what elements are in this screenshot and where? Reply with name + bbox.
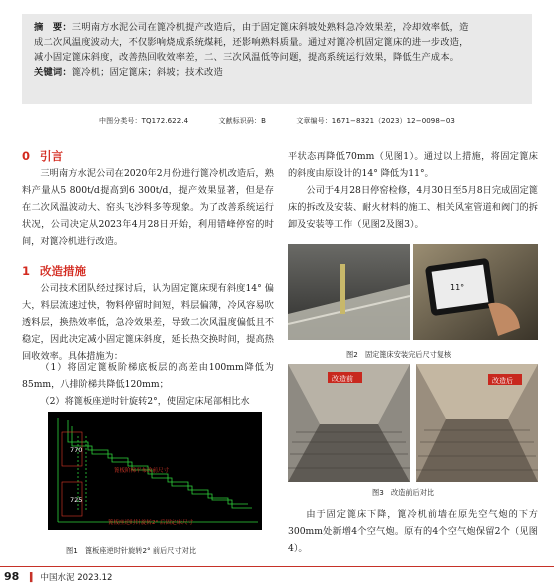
fig2-phone-reading: 11° [450,283,465,292]
journal-issue: 2023.12 [77,573,113,583]
fig1-cad-svg [48,412,262,530]
abstract-label: 摘 要： [34,22,72,33]
right-paragraph-3: 由于固定篦床下降，篦冷机前墙在原先空气炮的下方300mm处新增4个空气炮。原有的4个空气炮保留2个（见图4）。 [288,509,538,554]
clc-number: 中图分类号：TQ172.622.4 [99,117,189,125]
fig1-dim-bottom: 725 [70,496,83,504]
fig3-photo-svg [288,364,538,482]
document-code: 文献标识码：B [218,117,266,125]
fig1-label-bottom: 篦板座逆时针旋转2° 后固定床尺寸 [108,520,193,526]
abstract-box [22,14,532,104]
footer-rule [0,566,554,567]
fig1-dim-top: 770 [70,446,83,454]
figure-1-caption: 图1 篦板座逆时针旋转2° 前后尺寸对比 [66,546,197,555]
article-number: 文章编号：1671−8321（2023）12−0098−03 [296,117,455,125]
keywords-label: 关键词： [34,67,72,78]
figure-3-caption: 图3 改造前后对比 [372,488,435,497]
measures-paragraph-1: 公司技术团队经过探讨后，认为固定篦床现有斜度14° 偏大，料层流速过快，物料停留时间短，料层偏薄，冷风容易吹透料层，换热效率低，急冷效果差，导致二次风温度偏低且不稳定，因此决定减小固定篦床斜度，延长热交换时间，提高热回收效率。具体措施为： [22,283,274,362]
intro-paragraph: 三明南方水泥公司在2020年2月份进行篦冷机改造后，熟料产量从5 800t/d提高到6 300t/d，提产效果显著，但是存在二次风温波动大、窑头飞沙料多等现象。为了改善系统运行状况，公司决定从2023年4月28日开始，利用错峰停窑的时间，对篦冷机进行改造。 [22,168,274,247]
abstract-line-1: 摘 要：三明南方水泥公司在篦冷机提产改造后，由于固定篦床斜坡处熟料急冷效果差，冷却效率低，造 [34,22,469,33]
right-paragraph-2: 公司于4月28日停窑检修，4月30日至5月8日完成固定篦床的拆改及安装、耐火材料的施工、相关风室管道和阀门的拆卸及安装等工作（见图2及图3）。 [288,185,538,230]
figure-1-drawing [48,412,262,530]
fig3-tag-before: 改造前 [332,375,353,383]
measures-paragraph-2: （1）将固定篦板阶梯底板层的高差由100mm降低为85mm，八排阶梯共降低120mm； [22,362,274,390]
figure-3-photo [288,364,538,482]
fig2-photo-svg [288,244,538,340]
fig3-tag-after: 改造后 [492,377,513,385]
figure-2-photo [288,244,538,340]
keywords: 篦冷机；固定篦床；斜坡；技术改造 [71,67,223,78]
fig1-label-top: 篦板阶梯平布改前尺寸 [114,468,170,474]
page-number: 98 [4,570,20,583]
classification-line [0,116,554,126]
right-paragraph-1: 平状态再降低70mm（见图1）。通过以上措施，将固定篦床的斜度由原设计的14° 降低为11°。 [288,151,538,179]
keywords-line [34,65,522,80]
abstract-line-3: 减小固定篦床斜度，改善热回收效率差，二、三次风温低等问题，提高系统运行效果，降低生产成本。 [34,52,460,63]
heading-introduction: 0 引言 [22,149,64,163]
heading-measures: 1 改造措施 [22,264,87,278]
triangle-icon: ▍ [30,573,37,583]
journal-name: ▍ 中国水泥 2023.12 [30,573,113,583]
page-footer [0,566,554,588]
abstract-line-2: 成二次风温度波动大，不仅影响烧成系统煤耗，还影响熟料质量。通过对篦冷机固定篦床的进一步改造， [34,37,469,48]
figure-2-caption: 图2 固定篦床安装完后尺寸复核 [346,350,452,359]
measures-paragraph-3: （2）将篦板座逆时针旋转2°，使固定床尾部相比水 [40,396,250,407]
